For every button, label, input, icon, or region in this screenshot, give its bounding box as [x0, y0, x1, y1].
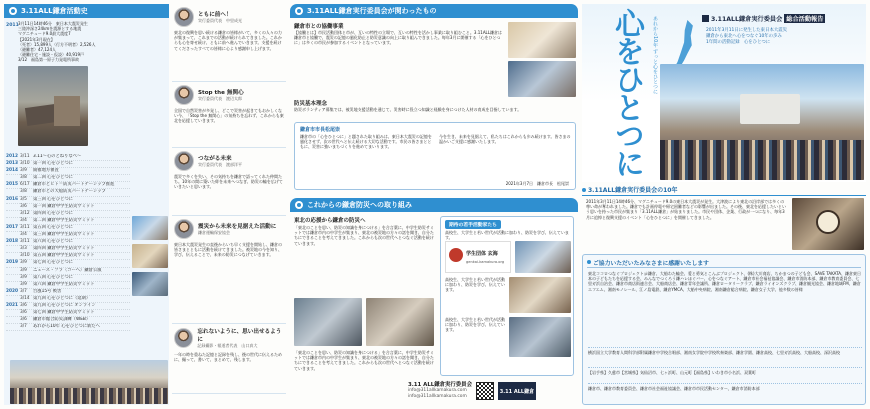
voice-title: ともに前へ！ [198, 12, 232, 18]
timeline-year: 2017 [6, 224, 18, 230]
timeline-year [6, 310, 20, 316]
mayor-quote-right: 今を生き、未来を見据えて、私たちはこれからも歩み続けます。皆さまの温かいご支援に感謝いたします。 [439, 134, 571, 145]
avatar [174, 328, 193, 348]
timeline-date: 3/9 [20, 260, 27, 266]
council-photo-1 [508, 22, 576, 58]
timeline-event: 第四回 心をひとつに [33, 210, 73, 216]
timeline-date: 3/10 [20, 161, 30, 167]
young-activists-body-3: 高校生、大学生と若い世代が活動に加わり、防災を学び、伝えています。 [445, 317, 505, 333]
timeline-event: 第五回 鎌倉中学生防災サミット [33, 253, 95, 259]
council-section [290, 4, 578, 196]
footer-url-1[interactable]: info@311allkamakura.com [408, 388, 467, 394]
timeline-year [6, 246, 20, 252]
sponsors-header: ご協力いただいたみなさまに感謝いたします [587, 257, 861, 268]
council-title: 3.11ALL鎌倉実行委員会が関わったもの [307, 7, 437, 15]
flower-icon [295, 7, 303, 15]
cover-calligraphy: 心をひとつに [609, 8, 644, 176]
timeline-year [6, 218, 20, 224]
voice-role: 実行委員代表 渡辺太郎 [198, 96, 242, 101]
school-logo-box [445, 241, 511, 273]
history-title: 3.11ALL鎌倉活動史 [21, 7, 88, 15]
disaster-photo [18, 66, 88, 146]
year-2011: 2011 [6, 23, 19, 28]
future-footer [408, 379, 578, 403]
timeline-year: 2018 [6, 239, 18, 245]
voice-role: 実行委員代表 渡部洋平 [198, 162, 242, 167]
voice-body: 震災で多くを失い、その気持ちを鎌倉で語ってくれた仲間たち。10年の間に築いた絆を未来へつなぎ、防災の輪を広げていきたいと思います。 [174, 174, 283, 190]
timeline-event: 第七回 鎌倉中学生防災サミット [33, 310, 95, 316]
young-photo-3 [509, 317, 571, 357]
timeline-date: 3/7 [20, 324, 27, 330]
council-header [290, 4, 578, 18]
decade-header: 3.11ALL鎌倉実行委員会の10年 [582, 184, 866, 196]
timeline-date: 6/17 [20, 182, 30, 188]
timeline-row [6, 197, 130, 204]
voice-body: 一年の時を重ねた記憶と記録を残し、後の世代に伝えるために、撮って、書いて、まとめて、残します。 [174, 352, 282, 363]
council-sub1-body: 【協働とは】市民活動団体と市が、互いの特性の立場で、互いの特性を活かし事業に取り組むこと。3.11ALL鎌倉は鎌倉市と協働で、震災の記憶の風化防止と防災意識の向上に取り組んできました。毎年3月に開催する「心をひとつに」は多くの市民が参加するイベントとなっています。 [294, 30, 503, 46]
timeline-date: 3/11 [20, 239, 30, 245]
school-url[interactable]: genkai-kamakura.org [466, 260, 505, 264]
mayor-quote-body: 鎌倉市の「心をひとつに」と題された取り組みは、東日本大震災の記憶を風化させず、次の世代へと伝え続ける大切な活動です。市民の皆さまとともに、災害に強いまちづくりを進めてまいります。 [300, 134, 432, 150]
cover-tagline-1: 2011年3月11日に発生した東日本大震災 [706, 28, 788, 33]
voice-block [172, 82, 286, 148]
history-column [4, 4, 169, 405]
timeline [6, 154, 130, 331]
decade-section [582, 184, 866, 252]
timeline-row [6, 204, 130, 211]
timeline-year [6, 189, 20, 195]
voices-column [172, 4, 286, 405]
timeline-event: 鎌倉市総合防災訓練（WEB） [33, 317, 91, 323]
footer-url-2[interactable]: info@311allkamakura.com [408, 393, 467, 399]
timeline-row [6, 324, 130, 331]
timeline-event: 第五回 心をひとつに [33, 224, 73, 230]
timeline-row [6, 268, 130, 275]
timeline-event: あれから10年 心をひとつに新たへ [33, 324, 100, 330]
young-activists-box [440, 216, 574, 376]
timeline-date: 3/4 [20, 217, 27, 223]
cover-badge-label: 3.11ALL鎌倉実行委員会 [711, 16, 783, 23]
voice-body: 東日本大震災発生の直後からいち早く支援を開始し、鎌倉の皆さまとともに活動を続けてきました。被災地の今を知り、学び、伝えることで、未来の防災につなげていきます。 [174, 242, 282, 258]
voice-body: 全国で自然災害が多発し、どこで災害が起きてもおかしくない今、「Stop the 無関心」の気持ちを忘れず、これからも東北を応援していきます。 [174, 108, 284, 124]
cover-panel [582, 4, 866, 182]
intro-text: 3月11日14時46分 東日本大震災発生 三陸沖深さ24kmを震源とする地震 マグニチュード9.0最大震度7 【2021年3月現在】 〈死者〉15,899人〈行方不明者〉2,526人 〈避難者〉47,124人 〈避難住宅・施設・仮設〉40,919戸 3/12 福島第一原子力発電所事故 [18, 21, 96, 63]
cover-tagline-2: 鎌倉から東北へ心をつなぐ10年の歩み [706, 34, 782, 39]
timeline-event: 第三回 心をひとつに [33, 196, 73, 202]
timeline-row [6, 218, 130, 225]
timeline-year [6, 275, 20, 281]
timeline-event: 開催地方審査 [33, 168, 59, 174]
young-photo-1 [515, 241, 571, 273]
voice-role: 鎌倉運輸保安協会 [198, 230, 230, 235]
timeline-date: 3/10 [20, 253, 30, 259]
timeline-year [6, 317, 20, 323]
timeline-year: 2020 [6, 288, 18, 294]
cover-badge-report: 総合活動報告 [786, 16, 824, 23]
flower-icon [295, 201, 303, 209]
timeline-row [6, 211, 130, 218]
timeline-event: 鎌倉市との大船防災パートナーシップ [33, 189, 106, 195]
sponsors-regions: 【岩手県】久慈市【宮城県】気仙沼市、七ヶ浜町、山元町【福島県】いわき市小名浜、双葉町 [588, 367, 862, 379]
cover-tagline-3: 1年間の活動記録 心をひとつに [706, 40, 771, 45]
future-sub: 東北の応援から鎌倉の防災へ [294, 218, 366, 224]
timeline-event: 第六回 鎌倉中学生防災サミット [33, 281, 95, 287]
timeline-date: 3/3 [20, 246, 27, 252]
event-photo-4 [10, 360, 168, 404]
voice-block [172, 148, 286, 216]
timeline-row [6, 260, 130, 267]
young-activists-title: 期待の若手活動家たち [445, 220, 501, 229]
school-logo-icon [449, 248, 463, 262]
timeline-date: 3/8 [20, 189, 27, 195]
timeline-row [6, 225, 130, 232]
timeline-year [6, 232, 20, 238]
timeline-event: 鎌倉市とヒト＝防災パートナーシップ推進 [33, 182, 115, 188]
timeline-row [6, 296, 130, 303]
timeline-year: 2015 [6, 182, 18, 188]
timeline-event: 第三回 鎌倉中学生防災サミット [33, 232, 95, 238]
timeline-row [6, 282, 130, 289]
council-sub2: 防災基本理念 [294, 101, 328, 107]
voice-role: 実行委員代表 中里成光 [198, 18, 242, 23]
timeline-date: 3/8 [20, 175, 27, 181]
timeline-date: 3/11 [20, 154, 30, 159]
timeline-event: 3.11～心のとねりなべ～ [33, 154, 82, 159]
mayor-quote-title: 鎌倉市市長松尾崇 [300, 127, 341, 133]
event-photo-3 [132, 272, 168, 296]
future-photo-1 [294, 298, 362, 346]
timeline-year [6, 253, 20, 259]
timeline-event: ニュース・フラ〈コーヘ〉鎌倉公演 [33, 267, 102, 273]
timeline-year [6, 175, 20, 181]
timeline-event: 第八回 心をひとつに [33, 274, 73, 280]
young-activists-body: 高校生、大学生と若い世代が活動に加わり、防災を学び、伝えています。 [445, 230, 569, 241]
voice-title: Stop the 無関心 [198, 90, 244, 96]
future-body: 「東北のことを思い、防災の知識を身につける」を合言葉に、中学生防災サミットでは鎌倉市内の中学生が集まり、東北の被災地の方々の話を聞き、自分たちにできることを考えてきました。これからも次の世代へとつなぐ活動を続けていきます。 [294, 225, 434, 246]
event-photo-1 [132, 216, 168, 240]
cover-side-text: あれから10年 ずっと心をひとつに [652, 16, 658, 94]
avatar [174, 7, 194, 27]
qr-code-icon[interactable] [476, 382, 494, 400]
event-photo-2 [132, 244, 168, 268]
voice-title: 忘れないように、思い出せるように [197, 329, 282, 343]
timeline-date: 3/6 [20, 302, 27, 308]
mayor-quote-sign: 2021年3月7日 鎌倉市長 松尾崇 [505, 180, 569, 186]
timeline-event: 第二回 心をひとつに [33, 175, 73, 181]
timeline-date: 3/9 [20, 281, 27, 287]
cover-taglines [706, 28, 862, 46]
timeline-event: 台風15号 被害 [33, 288, 62, 294]
council-sub1: 鎌倉市との協働事業 [294, 24, 344, 30]
avatar [174, 219, 194, 239]
timeline-year [6, 268, 20, 274]
future-body-2: 「東北のことを思い、防災の知識を身につける」を合言葉に、中学生防災サミットでは鎌倉市内の中学生が集まり、東北の被災地の方々の話を聞き、自分たちにできることを考えてきました。これからも次の世代へとつなぐ活動を続けていきます。 [294, 350, 434, 371]
bullet-icon [582, 188, 586, 192]
young-photo-2 [509, 277, 571, 313]
timeline-date: 3/9 [20, 274, 27, 280]
timeline-date: 3/14 [20, 295, 30, 301]
future-header [290, 198, 578, 212]
timeline-date: 3/6 [20, 317, 27, 323]
timeline-year: 2013 [6, 161, 18, 167]
timeline-row [6, 189, 130, 196]
timeline-year: 2012 [6, 154, 18, 159]
voice-block [172, 4, 286, 82]
timeline-year [6, 204, 20, 210]
avatar [174, 151, 194, 171]
timeline-row [6, 275, 130, 282]
future-section [290, 198, 578, 405]
timeline-date: 3/11 [20, 224, 30, 230]
footer-org: 3.11 ALL鎌倉実行委員会 [408, 381, 472, 388]
timeline-event: 第七回 心をひとつに [33, 260, 73, 266]
timeline-date: 3/9 [20, 168, 27, 174]
timeline-date: 3/6 [20, 310, 27, 316]
timeline-date: 3/9 [20, 267, 27, 273]
voice-body: 東北の復興を思い続ける鎌倉の皆様がいて、多くの人々の力が集まって、これまでの活動が続けられてきました。これからも心を寄せ続け、ともに前へ進んでいきます。支援を続けてくださったすべての皆様に心より感謝申し上げます。 [174, 30, 282, 51]
timeline-date: 3/7 [20, 288, 27, 294]
footer-logo: 3.11 ALL鎌倉 [498, 382, 536, 400]
timeline-event: 第二回 鎌倉中学生防災サミット [33, 217, 95, 223]
timeline-year [6, 211, 20, 217]
timeline-date: 3/4 [20, 232, 27, 238]
timeline-year: 2016 [6, 196, 18, 202]
flower-icon [9, 7, 17, 15]
decade-body: 2011年3月11日14時46分、マグニチュード9.0の東日本大震災が発生。大津波により東北の沿岸部では多くの尊い命が奪われました。鎌倉でも計画停電や帰宅困難者などの影響が出ました。その後、東北を応援したいという思いを持った市民が集まり「3.11ALL鎌倉」が始まりました。市民や団体、企業、行政が一つになり、毎年3月に追悼と復興支援のイベント「心をひとつに」を開催してきました。 [586, 199, 786, 220]
timeline-year: 2014 [6, 168, 18, 174]
voice-title: 震災から未来を見据えた活動に [198, 224, 277, 230]
timeline-event: 第九回 心をひとつに（延期） [33, 295, 91, 301]
timeline-year [6, 324, 20, 330]
school-name: 学生団体 玄海 [466, 251, 498, 257]
timeline-event: 第四回 鎌倉中学生防災サミット [33, 246, 95, 252]
mayor-quote-box [294, 122, 576, 190]
council-sub2-body: 防災ボランティア募集では、被災地支援活動を通じて、災害時に役立つ知識と経験を身につけた人材の育成を目指しています。 [294, 107, 522, 112]
cover-badge-icon [702, 15, 709, 22]
sponsors-govt: 鎌倉市、鎌倉市教育委員会、鎌倉市社会福祉協議会、鎌倉市市民活動センター、鎌倉市消防本部 [588, 383, 862, 401]
sponsors-body: 東北ココロつなぐプロジェクト＠鎌倉、大船わた輪会、愛と勇気とこんぶプロジェクト、(株)大川商店、ちかまつの子ども会、SAVE TAKATA、鎌倉東日本の子どもたちを応援する会、みんなでつくろう鎌ハレほぐバー、心をつなぐアート、鎌倉市社会福祉協議会、鎌倉市消防本部、鎌倉市教育委員会、七里ガ浜自治会、鎌倉市商店街連合会、大船商店会、鎌倉青年会議所、鎌倉ロータリークラブ、鎌倉ライオンズクラブ、鎌倉観光協会、鎌倉地域FM、鎌倉エフエム、湘南モノレール、江ノ島電鉄、鎌倉YMCA、大船中央病院、湘南鎌倉総合病院、鎌倉女子大学、他多数の皆様 [588, 271, 861, 292]
bullet-icon [587, 260, 591, 264]
cover-badge [702, 14, 825, 23]
voice-block [172, 324, 286, 394]
timeline-date: 3/6 [20, 203, 27, 209]
future-photo-2 [366, 298, 434, 346]
timeline-year: 2021 [6, 302, 18, 308]
timeline-event: 第一回 心をひとつに [33, 161, 73, 167]
timeline-year [6, 296, 20, 302]
avatar [174, 85, 194, 105]
future-title: これからの鎌倉防災への取り組み [307, 201, 412, 209]
voice-title: つながる未来 [198, 156, 232, 162]
voice-block [172, 216, 286, 324]
voice-role: 記録撮影・報道者代表 山口真大 [197, 343, 258, 348]
cover-photo-crowd [660, 64, 864, 180]
young-activists-body-2: 高校生、大学生と若い世代が活動に加わり、防災を学び、伝えています。 [445, 277, 505, 293]
timeline-year [6, 282, 20, 288]
timeline-date: 3/12 [20, 210, 30, 216]
timeline-event: 第九回 心をひとつに オンライン [33, 302, 96, 308]
history-header [4, 4, 169, 18]
timeline-date: 3/5 [20, 196, 27, 202]
council-photo-2 [508, 61, 576, 97]
timeline-event: 第六回 心をひとつに [33, 239, 73, 245]
timeline-row [6, 303, 130, 310]
timeline-year: 2019 [6, 260, 18, 266]
sponsors-section [582, 254, 866, 405]
clock-photo [792, 198, 864, 250]
timeline-row [6, 289, 130, 296]
timeline-event: 第一回 鎌倉中学生防災サミット [33, 203, 95, 209]
sponsors-schools: 横浜国立大学教育人間科学部附属鎌倉中学校合唱部、湘南女学院中学校吹奏楽部、鎌倉学園、鎌倉高校、七里ガ浜高校、大船高校、深沢高校 [588, 347, 862, 363]
